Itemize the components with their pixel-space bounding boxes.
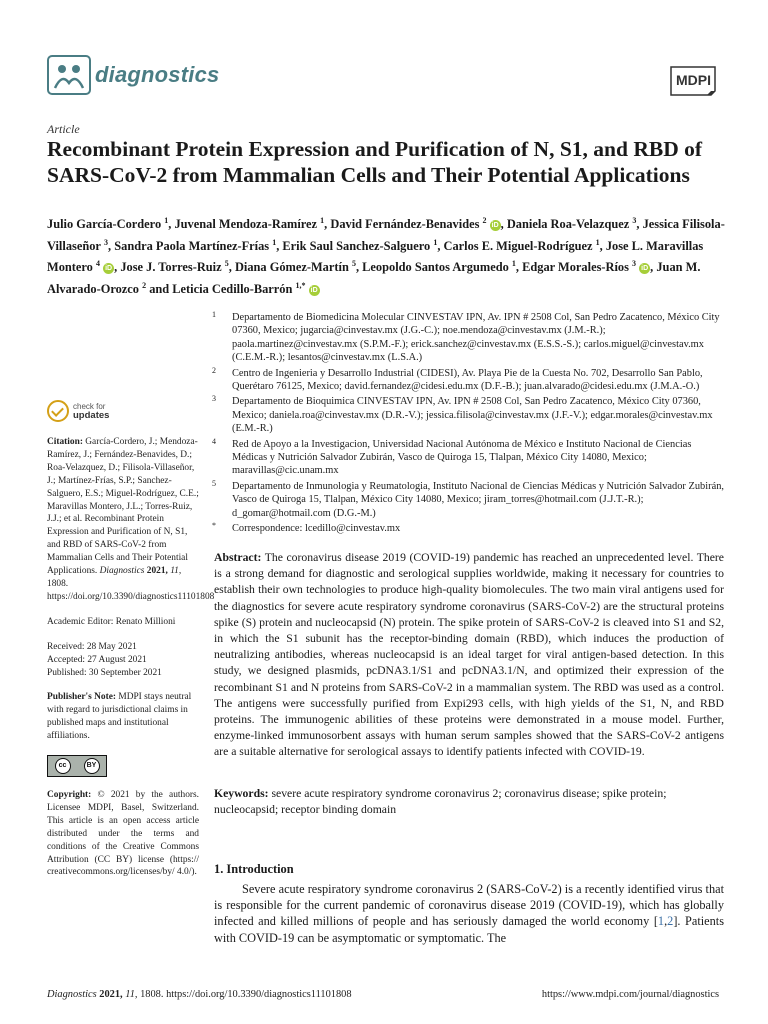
citation-link-2[interactable]: 2 — [667, 914, 674, 929]
cc-by-icon — [47, 755, 107, 777]
affiliation-item — [212, 522, 724, 535]
footer-journal: Diagnostics — [47, 989, 97, 1000]
journal-logo[interactable] — [47, 55, 219, 95]
orcid-icon[interactable]: iD — [641, 265, 649, 273]
author-name[interactable]: Jessica Filisola-Villaseñor — [47, 217, 725, 253]
footer-doi-link[interactable]: 1808. https://doi.org/10.3390/diagnostics11101808 — [140, 989, 352, 1000]
check-for-updates-button[interactable] — [47, 400, 199, 422]
author-name[interactable]: Carlos E. Miguel-Rodríguez — [443, 238, 593, 253]
author-affiliation-number: 5 — [224, 259, 229, 269]
affiliation-item — [212, 367, 724, 394]
publisher-note — [47, 691, 199, 743]
affiliation-item — [212, 480, 724, 520]
affiliation-item — [212, 438, 724, 478]
orcid-icon[interactable]: iD — [310, 287, 318, 294]
author-affiliation-number: 1 — [511, 259, 516, 269]
introduction-paragraph — [214, 881, 724, 946]
mdpi-logo-text: MDPI — [676, 72, 711, 88]
cc-icon: cc — [55, 758, 71, 774]
author-affiliation-number: 1 — [164, 216, 169, 225]
author-affiliation-number: 1 — [595, 237, 600, 247]
author-affiliation-number: 2 — [482, 216, 487, 225]
author-name[interactable]: Jose J. Torres-Ruiz — [120, 260, 222, 275]
copyright-label: Copyright: — [47, 790, 92, 801]
citation-link-1[interactable]: 1 — [657, 914, 665, 929]
affiliation-text: Departamento de Biomedicina Molecular CINVESTAV IPN, Av. IPN # 2508 Col, San Pedro Zacatenco, México City 07360, Mexico; jugarcia@cinvestav.mx (J.G.-C.); noe.mendoza@cinvestav.mx (J.M.-R.); paola.martinez@cinvestav.mx (S.P.M.-F.); erick.sanchez@cinvestav.mx (E.S.S.-S.); carlos.miguel@cinvestav.mx (C.E.M.-R.); lesantos@cinvestav.mx (L.S.A.) — [232, 312, 720, 364]
author-affiliation-number: 2 — [142, 280, 147, 290]
mdpi-logo[interactable] — [667, 65, 719, 102]
intro-text-after: ]. Patients with COVID-19 can be asymptomatic or symptomatic. The — [214, 914, 724, 945]
author-name[interactable]: Sandra Paola Martínez-Frías — [114, 238, 270, 253]
author-affiliation-number: 3 — [104, 237, 109, 247]
footer-journal-url[interactable]: https://www.mdpi.com/journal/diagnostics — [541, 989, 719, 1000]
citation-doi-link[interactable]: 1808. https://doi.org/10.3390/diagnostics11101808 — [47, 578, 215, 602]
affiliations — [212, 311, 724, 538]
keywords-label: Keywords: — [214, 787, 269, 800]
author-name[interactable]: David Fernández-Benavides — [330, 217, 480, 232]
citation-label: Citation: — [47, 437, 83, 447]
author-affiliation-number: 1 — [272, 237, 277, 247]
article-type: Article — [47, 122, 80, 136]
footer-year: 2021, — [99, 989, 123, 1000]
publisher-note-label: Publisher's Note: — [47, 692, 117, 703]
abstract — [214, 550, 724, 761]
journal-name: diagnostics — [95, 62, 220, 87]
author-name[interactable]: Juvenal Mendoza-Ramírez — [174, 217, 318, 232]
affiliation-text: Departamento de Inmunologia y Reumatologia, Instituto Nacional de Ciencias Médicas y Nutrición Salvador Zubirán, Vasco de Quiroga 15, Tlalpan, México City 14080, Mexico; jiram_torres@hotmail.com (J.J.T.-R.); d_gomar@hotmail.com (D.G.-M.) — [232, 480, 724, 519]
published-date: Published: 30 September 2021 — [47, 667, 162, 678]
intro-text-before: Severe acute respiratory syndrome coronavirus 2 (SARS-CoV-2) is a recently identified virus that is responsible for the current pandemic of coronavirus disease 2019 (COVID-19), which has globally infected and killed millions of people and has seriously damaged the world economy [ — [214, 882, 724, 929]
citation-journal: Diagnostics — [99, 566, 145, 577]
publisher-note-text: MDPI stays neutral with regard to jurisdictional claims in published maps and institutional affiliations. — [47, 692, 192, 742]
affiliation-number: 2 — [212, 365, 216, 375]
affiliation-text: Correspondence: lcedillo@cinvestav.mx — [232, 523, 401, 535]
affiliation-item — [212, 395, 724, 435]
orcid-icon[interactable]: iD — [105, 265, 113, 273]
copyright-text: © 2021 by the authors. Licensee MDPI, Basel, Switzerland. This article is an open access article distributed under the terms and conditions of the Creative Commons Attribution (CC BY) license (https:// creativecommons.org/licenses/by/ 4.0/). — [47, 790, 199, 878]
author-name[interactable]: Diana Gómez-Martín — [234, 260, 349, 275]
citation-year: 2021, — [146, 566, 168, 577]
footer-volume: 11, — [125, 989, 138, 1000]
updates-label: updates — [73, 409, 110, 421]
cc-by-license-badge[interactable] — [47, 755, 199, 777]
author-name[interactable]: Leticia Cedillo-Barrón — [172, 282, 293, 296]
dates-block — [47, 641, 199, 680]
keywords — [214, 786, 724, 818]
abstract-label: Abstract: — [214, 551, 262, 564]
author-name[interactable]: Juan M. Alvarado-Orozco — [47, 260, 701, 296]
citation-block — [47, 436, 215, 604]
journal-header — [47, 55, 727, 103]
citation-volume: 11, — [170, 566, 182, 577]
author-affiliation-number: 1 — [320, 216, 325, 225]
sidebar — [47, 400, 215, 879]
affiliation-text: Red de Apoyo a la Investigacion, Universidad Nacional Autónoma de México e Instituto Nacional de Ciencias Médicas y Nutrición Salvador Zubirán, Vasco de Quiroga 15, Tlalpan, México City 14080, Mexico; maravillas@cic.unam.mx — [232, 438, 692, 477]
by-icon: BY — [84, 758, 100, 774]
author-affiliation-number: 5 — [351, 259, 356, 269]
author-name[interactable]: Julio García-Cordero — [47, 217, 162, 232]
affiliation-number: 4 — [212, 436, 216, 446]
diagnostics-logo-icon — [47, 55, 91, 95]
author-name[interactable]: Daniela Roa-Velazquez — [506, 217, 630, 232]
article-title: Recombinant Protein Expression and Purification of N, S1, and RBD of SARS-CoV-2 from Mammalian Cells and Their Potential Applications — [47, 137, 703, 187]
copyright-block — [47, 789, 199, 879]
keywords-text: severe acute respiratory syndrome coronavirus 2; coronavirus disease; spike protein; nucleocapsid; receptor binding domain — [214, 787, 667, 817]
affiliation-number: * — [212, 521, 216, 531]
author-name[interactable]: Erik Saul Sanchez-Salguero — [282, 238, 431, 253]
page-footer — [47, 989, 719, 1000]
author-affiliation-number: 4 — [96, 259, 100, 269]
abstract-text: The coronavirus disease 2019 (COVID-19) pandemic has reached an unprecedented level. There is a strong demand for diagnostic and serological supplies worldwide, making it necessary for countries to establish their own technologies to produce high-quality biomolecules. The two main viral antigens used for the diagnostics for severe acute respiratory syndrome coronavirus (SARS-CoV-2) are the structural proteins spike (S) protein and nucleocapsid (N) protein. The spike protein of SARS-CoV-2 is cleaved into S1 and S2, in which the S1 subunit has the receptor-binding domain (RBD), which induces the production of neutralizing antibodies, whereas nucleocapsid is an ideal target for viral antigen-based detection. In this study, we designed plasmids, pcDNA3.1/S1 and pcDNA3.1/N, and optimized their expression of the recombinant S1 and N proteins from SARS-CoV-2 in a mammalian system. The RBD was used as a control. The antigens were successfully purified from Expi293 cells, with high yields of the S1, N, and RBD proteins. The immunogenic abilities of these proteins were demonstrated in a mouse model. Further, enzyme-linked immunosorbent assays with human serum samples showed that the SARS-CoV-2 antigens are a suitable alternative for serological assays to identify patients infected with COVID-19. — [214, 551, 724, 759]
author-affiliation-number: 3 — [632, 216, 637, 225]
author-name[interactable]: Jose L. Maravillas Montero — [47, 238, 704, 275]
author-name[interactable]: Edgar Morales-Ríos — [522, 260, 629, 275]
affiliation-number: 1 — [212, 310, 216, 319]
check-for-label: check for — [73, 401, 106, 411]
accepted-date: Accepted: 27 August 2021 — [47, 654, 147, 665]
affiliation-number: 3 — [212, 394, 216, 404]
author-affiliation-number: 1,* — [295, 280, 306, 290]
orcid-icon[interactable]: iD — [491, 222, 499, 230]
cite-separator: , — [664, 914, 668, 929]
introduction-heading: 1. Introduction — [214, 862, 294, 876]
affiliation-number: 5 — [212, 478, 216, 488]
author-name[interactable]: Leopoldo Santos Argumedo — [362, 260, 509, 275]
author-list: Julio García-Cordero $^1$, Juvenal Mendoza-Ramírez $^1$, David Fernández-Benavides $^2$ iD , Daniela Roa-Velazquez $^3$, Jessica Filisola-Villaseñor $^3$, Sandra Paola Martínez-Frías $^1$, Erik Saul Sanchez-Salguero $^1$, Carlos E. Miguel-Rodríguez $^1$, Jose L. Maravillas Montero $^4$ iD , Jose J. Torres-Ruiz $^5$, Diana Gómez-Martín $^5$, Leopoldo Santos Argumedo $^1$, Edgar Morales-Ríos $^3$ iD , Juan M. Alvarado-Orozco $^2$ and Leticia Cedillo-Barrón $^{1,*}$ iD — [47, 216, 725, 296]
author-affiliation-number: 1 — [433, 237, 438, 247]
affiliation-item — [212, 311, 724, 365]
check-updates-icon — [47, 400, 69, 422]
affiliation-text: Centro de Ingenieria y Desarrollo Industrial (CIDESI), Av. Playa Pie de la Cuesta No. 702, Desarrollo San Pablo, Querétaro 76125, Mexico; david.fernandez@cidesi.edu.mx (D.F.-B.); juan.alvarado@cidesi.edu.mx (J.M.A.-O.) — [232, 367, 703, 393]
author-affiliation-number: 3 — [632, 259, 637, 269]
affiliation-text: Departamento de Bioquimica CINVESTAV IPN, Av. IPN # 2508 Col, San Pedro Zacatenco, México City 07360, Mexico; daniela.roa@cinvestav.mx (D.R.-V.); jessica.filisola@cinvestav.mx (J.F.-V.); edgar.morales@cinvestav.mx (E.M.-R.) — [232, 396, 713, 435]
received-date: Received: 28 May 2021 — [47, 641, 137, 652]
academic-editor: Academic Editor: Renato Millioni — [47, 616, 176, 627]
citation-text: García-Cordero, J.; Mendoza-Ramírez, J.; Fernández-Benavides, D.; Roa-Velazquez, D.; Filisola-Villaseñor, J.; Martínez-Frías, S.P.; Sanchez-Salguero, E.S.; Miguel-Rodríguez, C.E.; Maravillas Montero, J.L.; Torres-Ruiz, J.J.; et al. Recombinant Protein Expression and Purification of N, S1, and RBD of SARS-CoV-2 from Mammalian Cells and Their Potential Applications. — [47, 437, 199, 577]
